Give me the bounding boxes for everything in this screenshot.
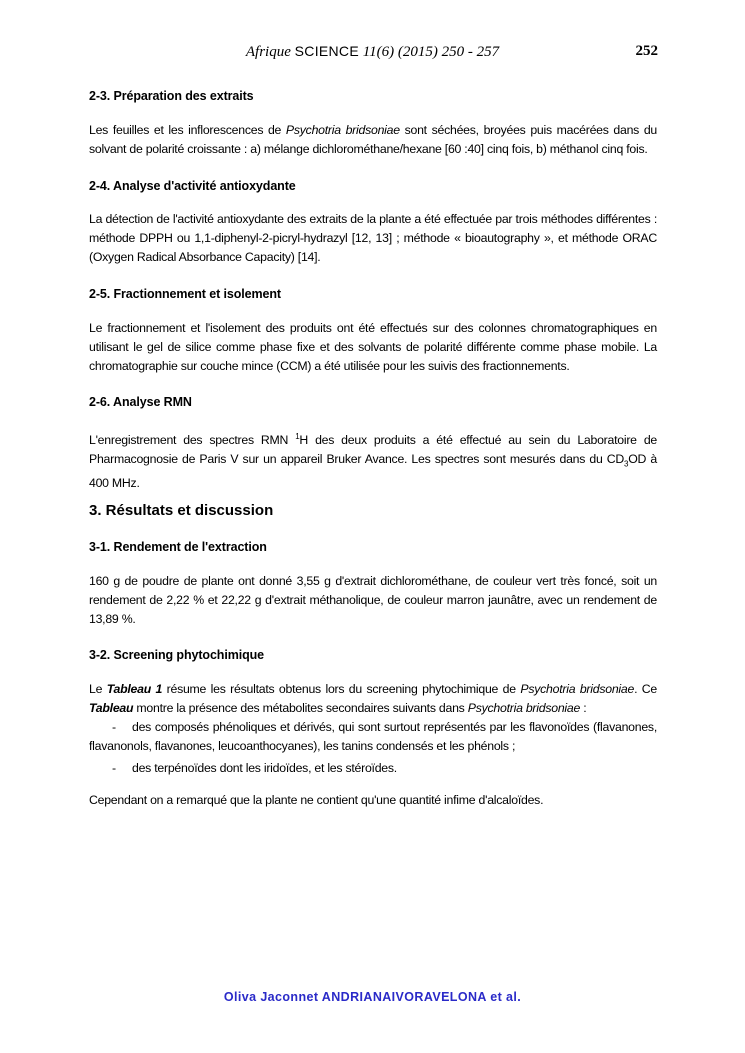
text-run: montre la présence des métabolites secondaires suivants dans [133, 701, 468, 715]
section-heading-2-3: 2-3. Préparation des extraits [89, 89, 254, 103]
text-run: sont séchées, broyées puis macérées dans du solvant de polarité croissante : a) mélange dichlorométhane/hexane [60 :40] cinq fois, b) méthanol cinq fois. [89, 123, 658, 156]
text-run: Le [89, 682, 107, 696]
journal-science: SCIENCE [294, 43, 359, 59]
bullet-marker: - [112, 761, 116, 775]
text-run: résume les résultats obtenus lors du screening phytochimique de [162, 682, 521, 696]
bullet-item: des terpénoïdes dont les iridoïdes, et les stéroïdes. [132, 761, 397, 775]
table-reference: Tableau [89, 701, 134, 715]
superscript: 1 [295, 432, 300, 441]
section-heading-2-4: 2-4. Analyse d'activité antioxydante [89, 179, 296, 193]
text-run: Les feuilles et les inflorescences de [89, 123, 286, 137]
section-heading-2-5: 2-5. Fractionnement et isolement [89, 287, 281, 301]
text-run: L'enregistrement des spectres RMN [89, 433, 296, 448]
section-heading-3-2: 3-2. Screening phytochimique [89, 648, 265, 662]
species-name: Psychotria bridsoniae [285, 123, 400, 137]
bullet-item: des composés phénoliques et dérivés, qui sont surtout représentés par les flavonoïdes (flavanones, flavanonols, flavanones, leucoanthocyanes), les tanins condensés et les phénols ; [89, 720, 657, 753]
paragraph-2-5: Le fractionnement et l'isolement des produits ont été effectués sur des colonnes chromatographiques en utilisant le gel de silice comme phase fixe et des solvants de polarité différente comme phase mobile. La chromatographie sur couche mince (CCM) a été utilisée pour les suivis des fractionnements. [89, 321, 657, 373]
text-run: H des deux produits a été effectué au sein du Laboratoire de Pharmacognosie de Paris V sur un appareil Bruker Avance. Les spectres sont mesurés dans du CD [89, 433, 657, 467]
section-heading-2-6: 2-6. Analyse RMN [89, 395, 192, 409]
text-run: OD à 400 MHz. [89, 452, 657, 490]
species-name: Psychotria bridsoniae [520, 682, 635, 696]
page-number: 252 [635, 43, 658, 59]
species-name: Psychotria bridsoniae [467, 701, 581, 715]
text-run: : [580, 701, 587, 715]
footer-authors: Oliva Jaconnet ANDRIANAIVORAVELONA et al. [223, 990, 522, 1004]
subscript: 3 [624, 459, 629, 469]
bullet-marker: - [112, 720, 116, 734]
paragraph-3-1: 160 g de poudre de plante ont donné 3,55 g d'extrait dichlorométhane, de couleur vert très foncé, soit un rendement de 2,22 % et 22,22 g d'extrait méthanolique, de couleur marron jaunâtre, avec un rendement de 13,89 %. [89, 574, 657, 626]
paragraph-3-2 [89, 680, 657, 718]
text-run: . Ce [634, 682, 657, 696]
table-reference: Tableau 1 [106, 682, 163, 696]
paragraph-2-3 [89, 121, 657, 159]
paragraph-3-2-conclusion: Cependant on a remarqué que la plante ne contient qu'une quantité infime d'alcaloïdes. [89, 793, 544, 807]
journal-name: Afrique [245, 44, 291, 60]
section-heading-3: 3. Résultats et discussion [89, 502, 274, 519]
paragraph-2-4: La détection de l'activité antioxydante des extraits de la plante a été effectuée par trois méthodes différentes : méthode DPPH ou 1,1-diphenyl-2-picryl-hydrazyl [12, 13] ; méthode « bioautography », et méthode ORAC (Oxygen Radical Absorbance Capacity) [14]. [89, 212, 657, 264]
paragraph-2-6 [89, 427, 657, 493]
section-heading-3-1: 3-1. Rendement de l'extraction [89, 540, 267, 554]
journal-citation: 11(6) (2015) 250 - 257 [362, 44, 500, 60]
